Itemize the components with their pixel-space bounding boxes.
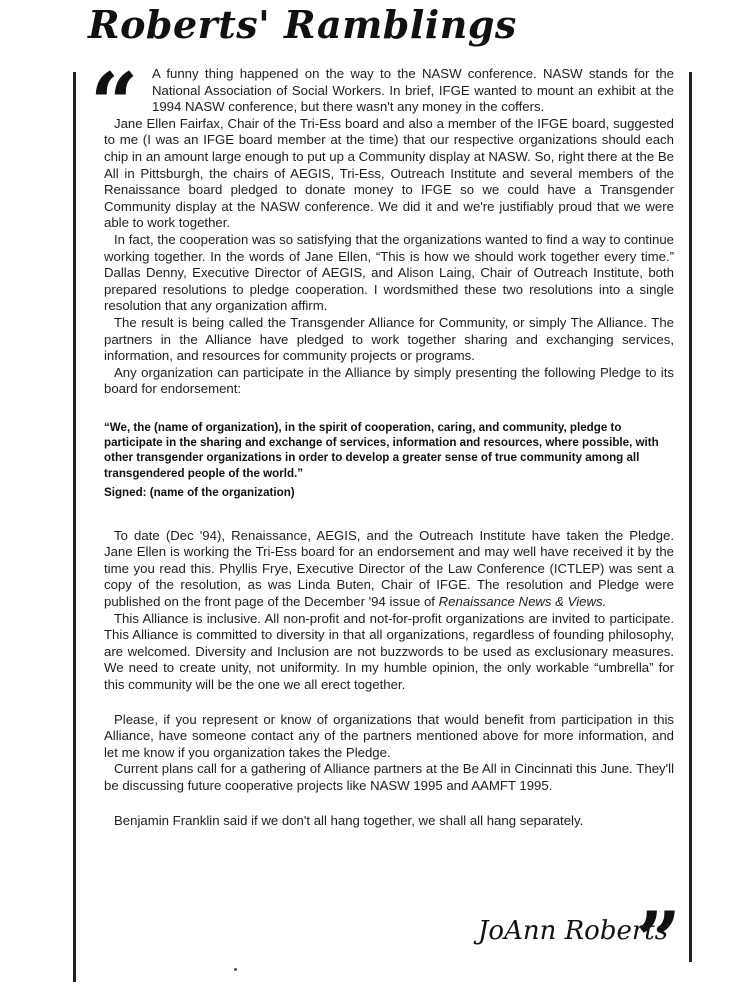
- paragraph-please: Please, if you represent or know of organizations that would benefit from participation in this Alliance, have someone contact any of the partners mentioned above for more information, and let me know if you organization takes the Pledge.: [104, 711, 674, 760]
- scan-speck: [234, 968, 237, 971]
- paragraph-to-date: [104, 528, 674, 611]
- close-quote-mark: ”: [636, 895, 681, 986]
- article-body: [104, 66, 674, 829]
- paragraph-intro: A funny thing happened on the way to the NASW conference. NASW stands for the National Association of Social Workers. In brief, IFGE wanted to mount an exhibit at the 1994 NASW conference, but there wasn't any money in the coffers.: [152, 66, 674, 115]
- pledge-signed: Signed: (name of the organization): [104, 486, 295, 500]
- paragraph-alliance: The result is being called the Transgender Alliance for Community, or simply The Alliance. The partners in the Alliance have pledged to work together sharing and exchanging services, information, and resources for community projects or programs.: [104, 314, 674, 364]
- paragraph-plans: Current plans call for a gathering of Alliance partners at the Be All in Cincinnati this June. They'll be discussing future cooperative projects like NASW 1995 and AAMFT 1995.: [104, 761, 674, 793]
- paragraph-cooperation: In fact, the cooperation was so satisfying that the organizations wanted to find a way to continue working together. In the words of Jane Ellen, “This is how we should work together every time.” Dallas Denny, Executive Director of AEGIS, and Alison Laing, Chair of Outreach Institute, both prepared resolutions to pledge cooperation. I wordsmithed these two resolutions into a single resolution that any organization affirm.: [104, 231, 674, 314]
- paragraph-fairfax: Jane Ellen Fairfax, Chair of the Tri-Ess board and also a member of the IFGE board, suggested to me (I was an IFGE board member at the time) that our respective organizations should each chip in an amount large enough to put up a Community display at NASW. So, right there at the Be All in Pittsburgh, the chairs of AEGIS, Tri-Ess, Outreach Institute and several members of the Renaissance board pledged to donate money to IFGE so we could have a Transgender Community display at the NASW conference. We did it and we're justifiably proud that we were able to work together.: [104, 115, 674, 231]
- publication-title: Renaissance News & Views.: [438, 594, 607, 610]
- left-border-rule: [73, 72, 76, 982]
- pledge-text: “We, the (name of organization), in the spirit of cooperation, caring, and community, pledge to participate in the sharing and exchange of services, information and resources, where possible, with other transgender organizations in order to develop a greater sense of true community among all transgendered people of the world.”: [104, 420, 659, 480]
- open-quote-mark: “: [90, 54, 139, 153]
- paragraph-participate: Any organization can participate in the Alliance by simply presenting the following Pledge to its board for endorsement:: [104, 364, 674, 397]
- page-title: Roberts' Ramblings: [88, 2, 517, 47]
- right-border-rule: [689, 72, 692, 962]
- paragraph-franklin: Benjamin Franklin said if we don't all hang together, we shall all hang separately.: [114, 812, 584, 828]
- author-signature: JoAnn Roberts: [478, 916, 669, 946]
- paragraph-inclusive: This Alliance is inclusive. All non-profit and not-for-profit organizations are invited to participate. This Alliance is committed to diversity in that all organizations, regardless of founding philosophy, are welcomed. Diversity and Inclusion are not buzzwords to be used as exclusionary measures. We need to create unity, not uniformity. In my humble opinion, the only workable “umbrella” for this community will be the one we all erect together.: [104, 610, 674, 692]
- paragraph-to-date-text: To date (Dec '94), Renaissance, AEGIS, and the Outreach Institute have taken the Pledge. Jane Ellen is working the Tri-Ess board for an endorsement and may well have received it by the time you read this. Phyllis Frye, Executive Director of the Law Conference (ICTLEP) was sent a copy of the resolution, as was Linda Buten, Chair of IFGE. The resolution and Pledge were published on the front page of the December '94 issue of: [104, 527, 674, 610]
